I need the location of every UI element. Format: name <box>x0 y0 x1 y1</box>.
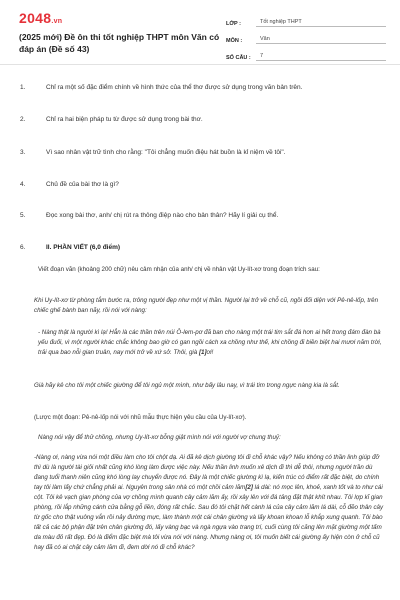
meta-label: MÔN : <box>226 38 243 44</box>
meta-row-subject <box>226 30 386 44</box>
footnote-link[interactable]: [2] <box>245 484 253 491</box>
excerpt-text: -Nàng ơi, nàng vừa nói một điều làm cho tôi chột dạ. Ai đã kê dịch giường tôi đi chỗ khác vậy? Nếu không có thần linh giúp đỡ thì dù là người tài giỏi nhất cũng khó lòng làm được việc này. Nếu thần linh muốn xê dịch đi thì dễ thôi, nhưng người trần dù đang tuổi thanh niên cũng khó lòng lay chuyển được nó. Đây là một chiếc giường kì lạ, kiến trúc có điểm rất đặc biệt, do chính tay tôi làm lấy chứ chẳng phải ai. Nguyên trong sân nhà có một chồi cảm lăm <box>34 454 380 491</box>
meta-row-count <box>226 47 386 61</box>
question-item <box>20 181 386 188</box>
question-item <box>20 212 386 219</box>
excerpt-text: ơi! <box>206 349 214 356</box>
omission-note: (Lược một đoạn: Pê-nê-lốp nói với nhũ mẫu thực hiện yêu cầu của Uy-lít-xơ). <box>34 414 247 421</box>
excerpt-paragraph: Già hãy kê cho tôi một chiếc giường để tôi ngủ một mình, như bấy lâu nay, vì trái tim trong ngực nàng kia là sắt. <box>34 382 340 389</box>
question-number: 3. <box>20 149 26 156</box>
logo-suffix: .vn <box>51 18 63 25</box>
question-text: Chỉ ra hai biện pháp tu từ được sử dụng trong bài thơ. <box>46 116 203 123</box>
question-item <box>20 149 386 156</box>
excerpt-text: lá dài: nó mọc lên, khoẻ, xanh tốt và to như cái cột. Tôi kê vạch gian phòng của vợ chồng mình quanh cây cảm lăm ấy, rồi xây lên với đá tảng đặt thật khít nhau. Tôi lợp kĩ gian phòng, rồi lắp những cánh cửa bằng gỗ liền, đóng rất chắc. Sau đó tôi chặt hết cành lá của cây cảm lăm lá dài, cỗ đẽo thân cây từ gốc cho thật vuông vắn rồi nảy đường mực, làm thành một cái chân giường và lấy khoan khoan lỗ khắp xung quanh. Tôi bào tất cả các bộ phận đặt trên chân giường đó, lấy vàng bạc và ngà ngựa vào trang trí, cuối cùng tôi căng lên mặt giường một tấm da màu đỏ rất đẹp. Đó là điểm đặc biệt mà tôi vừa nói với nàng. Nhưng nàng ơi, tôi muốn biết cái giường ấy hiện còn ở chỗ cũ hay đã có ai chặt cây cảm lăm đi, đem dời nó đi chỗ khác? <box>34 484 384 551</box>
meta-value: 7 <box>256 53 386 61</box>
intro-paragraph: Viết đoạn văn (khoảng 200 chữ) nêu cảm nhận của anh/ chị về nhân vật Uy-lít-xơ trong đoạn trích sau: <box>38 266 320 273</box>
excerpt-paragraph <box>38 328 386 358</box>
section-title: II. PHẦN VIẾT (6,0 điểm) <box>46 244 121 251</box>
meta-value: Tốt nghiệp THPT <box>256 19 386 27</box>
question-text: Vì sao nhân vật trữ tình cho rằng: "Tôi chẳng muốn điệu hát buồn là kỉ niệm về tôi". <box>46 149 286 156</box>
site-logo[interactable] <box>19 10 62 26</box>
question-number: 4. <box>20 181 26 188</box>
question-text: Chỉ ra một số đặc điểm chính về hình thức của thể thơ được sử dụng trong văn bản trên. <box>46 84 303 91</box>
question-text: Chủ đề của bài thơ là gì? <box>46 181 119 188</box>
logo-text: 2048 <box>19 10 52 26</box>
excerpt-text: - Nàng thật là người kì lạ! Hẳn là các thần trên núi Ô-lem-pơ đã ban cho nàng một trái tim sắt đá hơn ai hết trong đám đàn bà yếu đuối, vì một người khác chắc không bao giờ có gan ngồi cách xa chồng như thế, khi chồng đi biền biệt hai mươi năm trời, trải qua bao nỗi gian truân, nay mới trở về xứ sở. Thôi, già <box>38 329 382 356</box>
question-item <box>20 116 386 123</box>
question-item <box>20 244 386 251</box>
question-number: 1. <box>20 84 26 91</box>
excerpt-paragraph <box>34 453 386 553</box>
page-title: (2025 mới) Đề ôn thi tốt nghiệp THPT môn Văn có đáp án (Đề số 43) <box>19 32 220 54</box>
meta-value: Văn <box>256 36 386 44</box>
meta-info <box>226 13 386 64</box>
page-header <box>0 0 400 65</box>
question-number: 6. <box>20 244 26 251</box>
meta-label: LỚP : <box>226 21 241 27</box>
question-number: 2. <box>20 116 26 123</box>
meta-row-class <box>226 13 386 27</box>
footnote-link[interactable]: [1] <box>198 349 207 356</box>
excerpt-paragraph: Khi Uy-lít-xơ từ phòng tắm bước ra, trông người đẹp như một vị thần. Người lại trở về chỗ cũ, ngồi đối diện với Pê-nê-lốp, trên chiếc ghế bành ban nãy, rồi nói với nàng: <box>34 297 379 314</box>
question-text: Đọc xong bài thơ, anh/ chị rút ra thông điệp nào cho bản thân? Hãy lí giải cụ thể. <box>46 212 279 219</box>
question-number: 5. <box>20 212 26 219</box>
question-item <box>20 84 386 91</box>
meta-label: SỐ CÂU : <box>226 55 251 61</box>
excerpt-paragraph: Nàng nói vậy để thử chồng, nhưng Uy-lít-xơ bỗng giật mình nói với người vợ chung thuỷ: <box>38 434 281 441</box>
